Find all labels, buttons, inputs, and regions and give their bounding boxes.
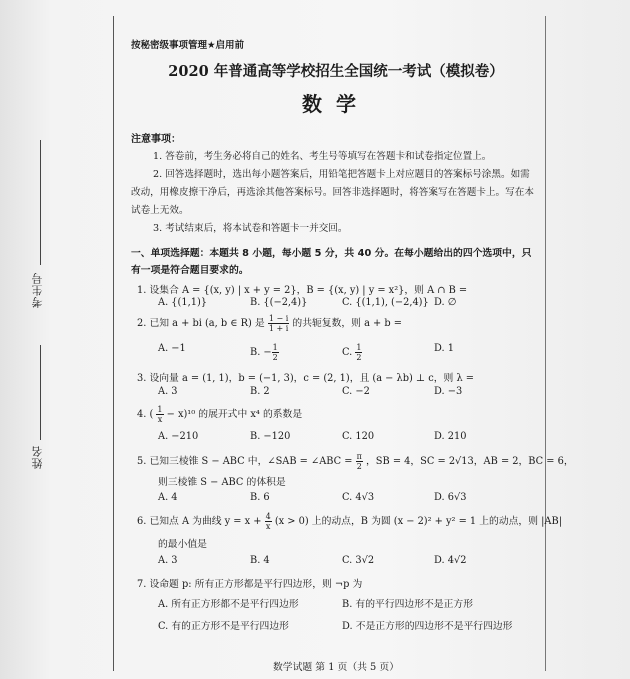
- q2-option-a: A. −1: [158, 343, 186, 354]
- q2-option-d: D. 1: [434, 343, 454, 354]
- q4-stem-post: − x)¹⁰ 的展开式中 x⁴ 的系数是: [166, 409, 303, 420]
- notice-item-1: 1. 答卷前，考生务必将自己的姓名、考生号等填写在答题卡和试卷指定位置上。: [153, 151, 492, 162]
- q2-option-c-label: C.: [342, 347, 356, 358]
- q4-option-a: A. −210: [158, 431, 199, 442]
- q6-option-a: A. 3: [158, 555, 178, 566]
- q6-option-d: D. 4√2: [434, 555, 467, 566]
- q6-fraction: [265, 512, 272, 531]
- q2-b-den: 2: [272, 353, 278, 362]
- q5-option-c: C. 4√3: [342, 492, 375, 503]
- q2-option-b-frac: [272, 343, 279, 362]
- q7-option-b: B. 有的平行四边形不是正方形: [342, 599, 473, 610]
- q1-option-a: A. {(1,1)}: [158, 297, 207, 308]
- q5-frac-num: π: [356, 452, 362, 461]
- q1-option-d: D. ∅: [434, 297, 457, 308]
- q7-option-c: C. 有的正方形不是平行四边形: [158, 621, 289, 632]
- q2-option-b: [250, 343, 279, 362]
- q3-option-c: C. −2: [342, 386, 370, 397]
- notice-item-2: 2. 回答选择题时，选出每小题答案后，用铅笔把答题卡上对应题目的答案标号涂黑。如需改动，用橡皮擦干净后，再选涂其他答案标号。回答非选择题时，将答案写在答题卡上。写在本试卷上无效。: [131, 169, 534, 216]
- notice-heading: 注意事项：: [131, 134, 181, 145]
- question-5-stem: [137, 452, 574, 471]
- q2-c-den: 2: [356, 353, 362, 362]
- exam-no-label: 考生号: [31, 272, 44, 308]
- secrecy-label: 按秘密级事项管理★启用前: [131, 40, 245, 51]
- q1-option-b: B. {(−2,4)}: [250, 297, 308, 308]
- q3-option-a: A. 3: [158, 386, 178, 397]
- exam-title: 2020 年普通高等学校招生全国统一考试（模拟卷）: [168, 63, 504, 80]
- q2-fraction: [268, 314, 289, 333]
- q4-frac-den: x: [157, 415, 163, 424]
- q1-option-c: C. {(1,1), (−2,4)}: [342, 297, 429, 308]
- q2-c-num: 1: [356, 343, 362, 352]
- section-heading: 一、单项选择题：本题共 8 小题，每小题 5 分，共 40 分。在每小题给出的四个选项中，只有一项是符合题目要求的。: [131, 248, 532, 276]
- q2-stem-post: 的共轭复数，则 a + b =: [292, 318, 402, 329]
- q5-stem-post: ，SB = 4，SC = 2√13，AB = 2，BC = 6，: [366, 456, 574, 467]
- q2-option-c-frac: [355, 343, 362, 362]
- q2-b-num: 1: [272, 343, 278, 352]
- q4-frac-num: 1: [157, 405, 163, 414]
- q3-option-b: B. 2: [250, 386, 270, 397]
- q7-option-a: A. 所有正方形都不是平行四边形: [158, 599, 299, 610]
- q5-fraction: [356, 452, 363, 471]
- q2-option-c: [342, 343, 362, 362]
- q4-fraction: [156, 405, 163, 424]
- question-2-stem: [137, 314, 537, 333]
- question-3-stem: 3. 设向量 a = (1, 1)，b = (−1, 3)，c = (2, 1)，且 (a − λb) ⊥ c，则 λ =: [137, 373, 474, 384]
- q6-stem-pre: 6. 已知点 A 为曲线 y = x +: [137, 516, 262, 527]
- q5-option-d: D. 6√3: [434, 492, 467, 503]
- question-1-stem: 1. 设集合 A = {(x, y) | x + y = 2}，B = {(x, y) | y = x²}，则 A ∩ B =: [137, 285, 468, 296]
- question-5-stem-line2: 则三棱锥 S − ABC 的体积是: [158, 477, 286, 488]
- q6-frac-den: x: [265, 522, 271, 531]
- question-4-stem: [137, 405, 537, 424]
- q2-frac-den: 1 + i: [268, 324, 289, 333]
- binding-margin: [0, 0, 118, 679]
- binding-rule: [113, 16, 114, 671]
- q7-option-d: D. 不是正方形的四边形不是平行四边形: [342, 621, 513, 632]
- q5-option-b: B. 6: [250, 492, 270, 503]
- q4-option-c: C. 120: [342, 431, 375, 442]
- question-6-stem-line2: 的最小值是: [158, 539, 207, 550]
- notice-item-3: 3. 考试结束后，将本试卷和答题卡一并交回。: [153, 223, 348, 234]
- name-line: [40, 345, 41, 440]
- subject-title: 数学: [302, 92, 370, 116]
- q2-option-b-label: B. −: [250, 347, 272, 358]
- q4-option-b: B. −120: [250, 431, 291, 442]
- question-6-stem: [137, 512, 563, 531]
- q6-frac-num: 4: [265, 512, 271, 521]
- question-7-stem: 7. 设命题 p: 所有正方形都是平行四边形，则 ¬p 为: [137, 579, 363, 590]
- q4-option-d: D. 210: [434, 431, 467, 442]
- q5-option-a: A. 4: [158, 492, 178, 503]
- q5-frac-den: 2: [356, 462, 362, 471]
- q6-option-c: C. 3√2: [342, 555, 375, 566]
- name-label: 姓名: [31, 445, 44, 469]
- right-rule: [545, 16, 546, 671]
- q4-stem-pre: 4. (: [137, 409, 154, 420]
- exam-no-line: [40, 140, 41, 265]
- q2-frac-num: 1 − i: [268, 314, 289, 323]
- q2-stem-pre: 2. 已知 a + bi (a, b ∈ R) 是: [137, 318, 265, 329]
- q6-option-b: B. 4: [250, 555, 270, 566]
- q6-stem-post: (x > 0) 上的动点，B 为圆 (x − 2)² + y² = 1 上的动点，则 |AB|: [274, 516, 563, 527]
- page-footer: 数学试题 第 1 页（共 5 页）: [272, 662, 399, 673]
- q5-stem-pre: 5. 已知三棱锥 S − ABC 中，∠SAB = ∠ABC =: [137, 456, 353, 467]
- q3-option-d: D. −3: [434, 386, 463, 397]
